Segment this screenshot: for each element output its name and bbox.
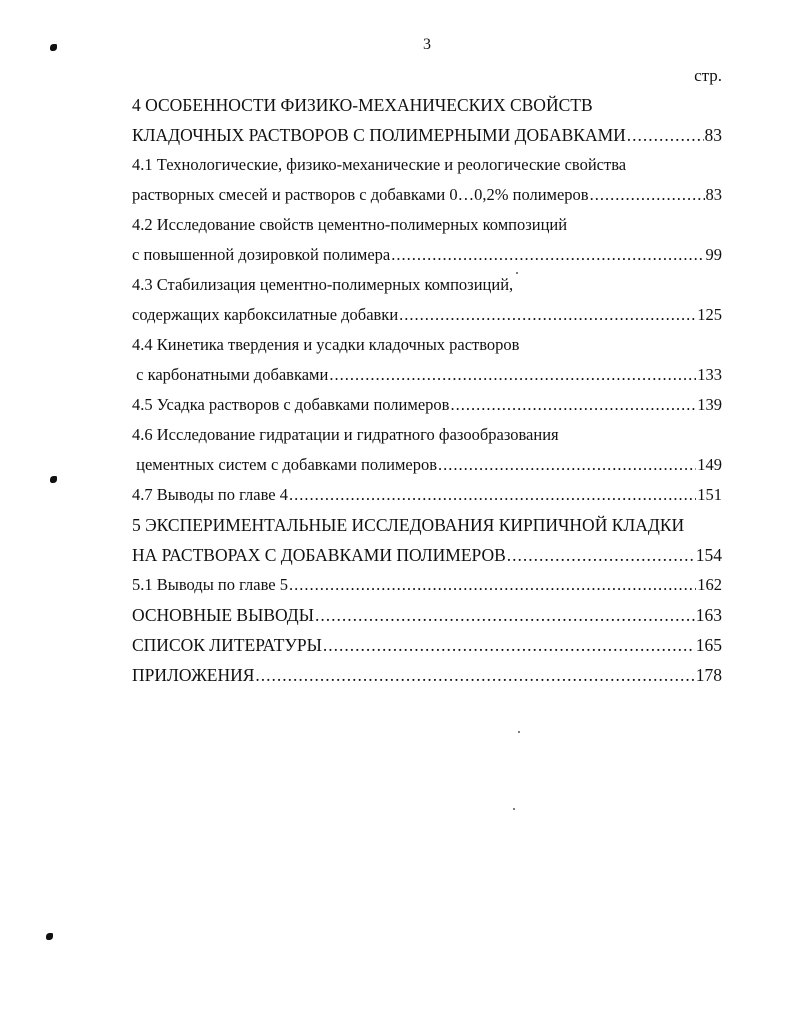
toc-line: 5 ЭКСПЕРИМЕНТАЛЬНЫЕ ИССЛЕДОВАНИЯ КИРПИЧНОЙ КЛАДКИ xyxy=(132,515,685,535)
toc-line: 4.1 Технологические, физико-механические и реологические свойства xyxy=(132,155,627,174)
toc-line: с повышенной дозировкой полимера ..... 99 xyxy=(132,240,722,270)
binder-hole-mark xyxy=(50,476,57,483)
toc-line: растворных смесей и растворов с добавками 0…0,2% полимеров ..... 83 xyxy=(132,180,722,210)
toc-line: с карбонатными добавками ..... 133 xyxy=(132,360,722,390)
toc-line: КЛАДОЧНЫХ РАСТВОРОВ С ПОЛИМЕРНЫМИ ДОБАВКАМИ ..... 83 xyxy=(132,120,722,150)
toc-page-number: 151 xyxy=(697,485,722,504)
toc-page-number: 133 xyxy=(697,365,722,384)
toc-page-number: 163 xyxy=(695,605,722,625)
table-of-contents xyxy=(132,90,722,690)
toc-line: ОСНОВНЫЕ ВЫВОДЫ ..... 163 xyxy=(132,600,722,630)
toc-page-number: 178 xyxy=(695,665,722,685)
toc-page-number: 99 xyxy=(705,245,722,264)
toc-line: 5.1 Выводы по главе 5 ..... 162 xyxy=(132,570,722,600)
toc-line: 4.5 Усадка растворов с добавками полимеров ..... 139 xyxy=(132,390,722,420)
toc-line: 4 ОСОБЕННОСТИ ФИЗИКО-МЕХАНИЧЕСКИХ СВОЙСТВ xyxy=(132,95,593,115)
toc-page-number: 125 xyxy=(697,305,722,324)
toc-line: содержащих карбоксилатные добавки ..... 125 xyxy=(132,300,722,330)
toc-line: 4.7 Выводы по главе 4 ..... 151 xyxy=(132,480,722,510)
toc-page-number: 154 xyxy=(695,545,722,565)
toc-line: 4.4 Кинетика твердения и усадки кладочных растворов xyxy=(132,335,520,354)
toc-line: цементных систем с добавками полимеров ..... 149 xyxy=(132,450,722,480)
toc-page-number: 162 xyxy=(697,575,722,594)
toc-page-number: 165 xyxy=(695,635,722,655)
toc-line: ПРИЛОЖЕНИЯ ..... 178 xyxy=(132,660,722,690)
toc-line: 4.6 Исследование гидратации и гидратного фазообразования xyxy=(132,425,559,444)
page-column-label: стр. xyxy=(694,66,722,85)
toc-page-number: 149 xyxy=(697,455,722,474)
toc-page-number: 83 xyxy=(704,125,722,145)
toc-line: 4.3 Стабилизация цементно-полимерных композиций, xyxy=(132,275,514,294)
scan-speck xyxy=(516,272,518,274)
toc-line: СПИСОК ЛИТЕРАТУРЫ ..... 165 xyxy=(132,630,722,660)
toc-line: НА РАСТВОРАХ С ДОБАВКАМИ ПОЛИМЕРОВ ..... 154 xyxy=(132,540,722,570)
scan-speck xyxy=(513,808,515,810)
page-number: 3 xyxy=(423,36,431,53)
toc-line: 4.2 Исследование свойств цементно-полимерных композиций xyxy=(132,215,568,234)
toc-page-number: 139 xyxy=(697,395,722,414)
binder-hole-mark xyxy=(46,933,53,940)
binder-hole-mark xyxy=(50,44,57,51)
toc-page-number: 83 xyxy=(705,185,722,204)
scan-speck xyxy=(518,731,520,733)
